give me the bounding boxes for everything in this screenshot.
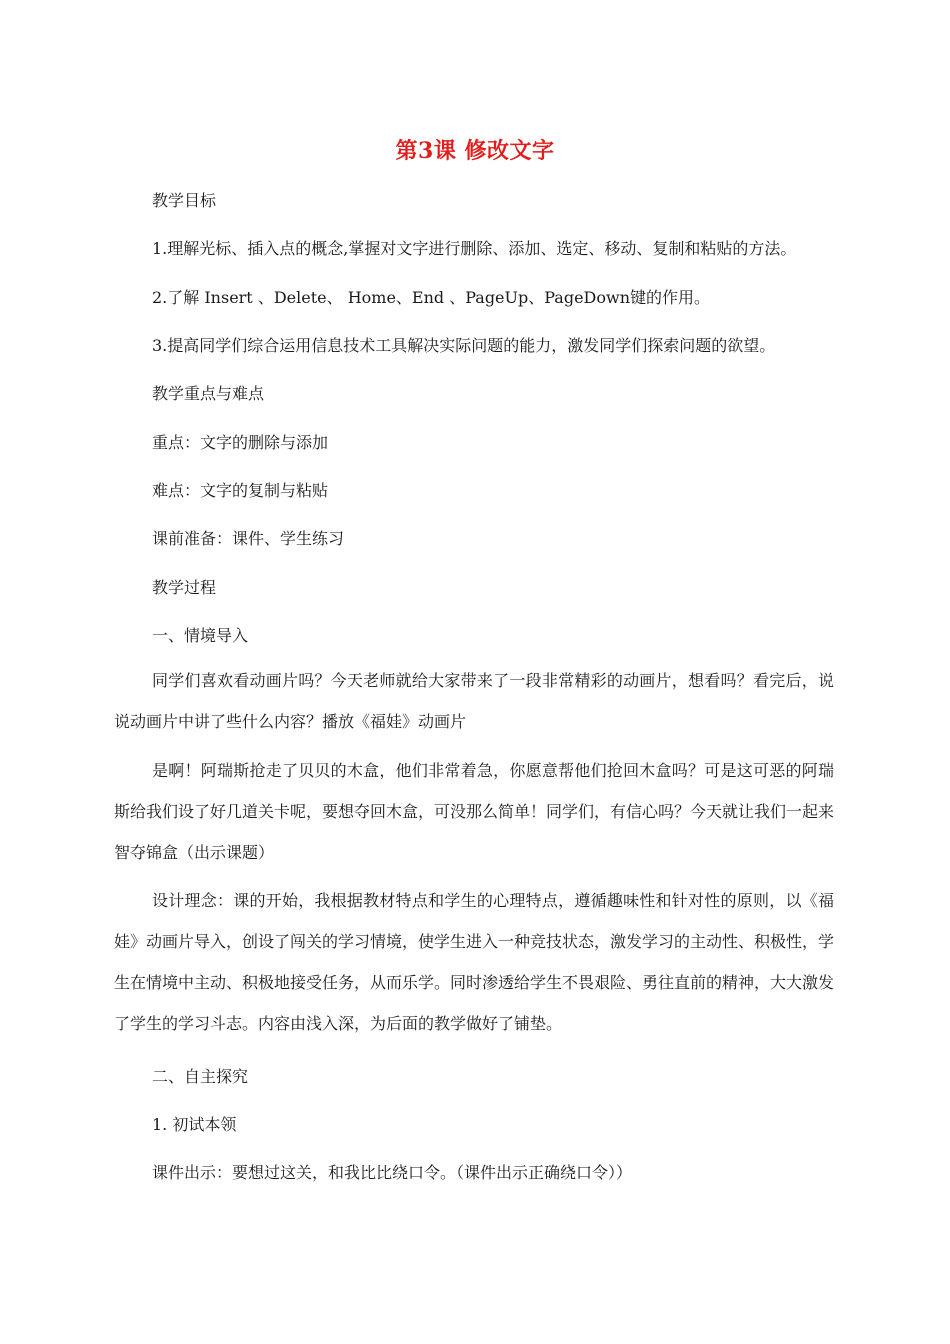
teaching-goals-heading: 教学目标 bbox=[152, 191, 217, 210]
goal-item-3: 3.提高同学们综合运用信息技术工具解决实际问题的能力，激发同学们探索问题的欲望。 bbox=[152, 336, 776, 355]
paragraph-design-concept: 设计理念：课的开始，我根据教材特点和学生的心理特点，遵循趣味性和针对性的原则，以《福娃》动画片导入，创设了闯关的学习情境，使学生进入一种竞技状态，激发学习的主动性、积极性，学生在情境中主动、积极地接受任务，从而乐学。同时渗透给学生不畏艰险、勇往直前的精神，大大激发了学生的学习斗志。内容由浅入深，为后面的教学做好了铺垫。 bbox=[114, 891, 835, 1033]
preparation: 课前准备：课件、学生练习 bbox=[152, 529, 345, 548]
teaching-process-heading: 教学过程 bbox=[152, 578, 217, 597]
paragraph-intro: 同学们喜欢看动画片吗？今天老师就给大家带来了一段非常精彩的动画片，想看吗？看完后，说说动画片中讲了些什么内容？播放《福娃》动画片 bbox=[114, 671, 834, 731]
page-title: 第3课 修改文字 bbox=[395, 138, 555, 164]
goal-item-2: 2.了解 Insert 、Delete、 Home、End 、PageUp、PageDown键的作用。 bbox=[152, 288, 711, 307]
courseware-line: 课件出示：要想过这关，和我比比绕口令。（课件出示正确绕口令）） bbox=[152, 1163, 633, 1182]
paragraph-story: 是啊！阿瑞斯抢走了贝贝的木盒，他们非常着急，你愿意帮他们抢回木盒吗？可是这可恶的阿瑞斯给我们设了好几道关卡呢，要想夺回木盒，可没那么简单！同学们，有信心吗？今天就让我们一起来智夺锦盒（出示课题） bbox=[114, 761, 835, 862]
section-heading-1: 一、情境导入 bbox=[152, 626, 249, 645]
difficult-point: 难点：文字的复制与粘贴 bbox=[152, 481, 329, 500]
subsection-heading-1: 1. 初试本领 bbox=[152, 1115, 237, 1134]
key-points-heading: 教学重点与难点 bbox=[152, 384, 265, 403]
key-point: 重点：文字的删除与添加 bbox=[152, 433, 329, 452]
section-heading-2: 二、自主探究 bbox=[152, 1067, 249, 1086]
goal-item-1: 1.理解光标、插入点的概念,掌握对文字进行删除、添加、选定、移动、复制和粘贴的方法。 bbox=[152, 239, 797, 258]
